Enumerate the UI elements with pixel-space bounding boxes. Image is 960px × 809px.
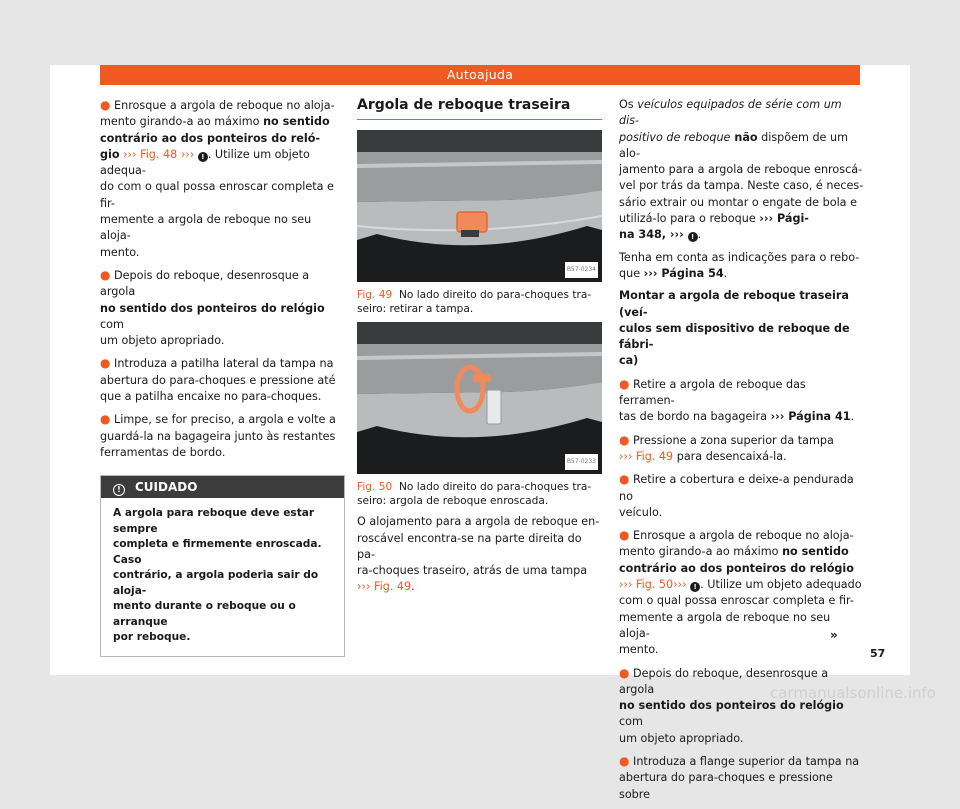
column-left xyxy=(100,97,345,657)
bullet-icon: ● xyxy=(100,412,111,427)
towing-note: Tenha em conta as indicações para o rebo- que ››› Página 54. xyxy=(619,250,860,280)
bullet-icon: ● xyxy=(619,665,630,680)
bullet-icon: ● xyxy=(100,356,111,371)
warning-icon: ! xyxy=(113,484,125,496)
caution-box xyxy=(100,475,345,657)
caution-ref-icon[interactable]: ! xyxy=(198,152,208,162)
step-hang-cover: ● Retire a cobertura e deixe-a pendurada no veículo. xyxy=(619,472,854,519)
figure-50-caption: Fig. 50 No lado direito do para-choques tra- seiro: argola de reboque enroscada. xyxy=(357,481,592,508)
bullet-icon: ● xyxy=(619,472,630,487)
bullet-icon: ● xyxy=(619,432,630,447)
step-store: ● Limpe, se for preciso, a argola e volte a guardá-la na bagageira junto às restantes ferramentas de bordo. xyxy=(100,412,336,459)
column-right xyxy=(619,97,864,809)
fig-49-link[interactable]: Fig. 49 xyxy=(373,580,412,594)
page-41-link[interactable]: ››› Página 41 xyxy=(770,410,851,424)
section-title: Argola de reboque traseira xyxy=(357,97,602,120)
fig-50-link[interactable]: Fig. 50 xyxy=(635,578,674,592)
bumper-cover-illustration xyxy=(357,130,602,282)
step-remove-eye: ● Retire a argola de reboque das ferramen- tas de bordo na bagageira ››› Página 41. xyxy=(619,376,855,424)
step-insert-tab: ● Introduza a patilha lateral da tampa na abertura do para-choques e pressione até que a patilha encaixe no para-choques. xyxy=(100,356,336,404)
step-screw-in-rear: ● Enrosque a argola de reboque no aloja- mento girando-a ao máximo no sentido contrário ao dos ponteiros do relógio ››› Fig. 50››› ! . Utilize um objeto adequado com o qual possa enroscar completa e fir- memente a argola de reboque no seu aloja- mento. xyxy=(619,528,862,657)
continue-arrow-icon: » xyxy=(830,628,838,642)
bullet-icon: ● xyxy=(619,753,630,768)
fig-48-link[interactable]: Fig. 48 xyxy=(140,147,178,161)
caution-text: A argola para reboque deve estar sempre completa e firmemente enroscada. Caso contrário, a argola poderia sair do aloja- mento durante o reboque ou o arranque por reboque. xyxy=(113,507,322,644)
body-paragraph: O alojamento para a argola de reboque en- roscável encontra-se na parte direita do pa- ra-choques traseiro, atrás de uma tampa ››› Fig. 49. xyxy=(357,515,600,594)
column-middle xyxy=(357,97,602,602)
figure-50-code: B57-0233 xyxy=(565,454,598,470)
bullet-icon: ● xyxy=(100,98,111,112)
bullet-icon: ● xyxy=(100,267,111,282)
intro-paragraph: Os veículos equipados de série com um dis- positivo de reboque não dispõem de um alo- jamento para a argola de reboque enroscá- vel por trás da tampa. Neste caso, é neces- sário extrair ou montar o engate de bola e utilizá-lo para o reboque ››› Pági- na 348, ››› ! . xyxy=(619,98,864,242)
page-header: Autoajuda xyxy=(100,65,860,85)
figure-49-image xyxy=(357,130,602,282)
page-348-link[interactable]: ››› Pági- na 348 xyxy=(619,212,809,242)
step-screw-in: ● Enrosque a argola de reboque no aloja- mento girando-a ao máximo no sentido contrário ao dos ponteiros do reló- gio ››› Fig. 48 ››› ! . Utilize um objeto adequa- do com o qual possa enroscar completa e fir- memente a argola de reboque no seu aloja- mento. xyxy=(100,98,335,259)
figure-50-image xyxy=(357,322,602,474)
step-press-cover: ● Pressione a zona superior da tampa ››› Fig. 49 para desencaixá-la. xyxy=(619,432,834,463)
caution-header: ! CUIDADO xyxy=(101,476,344,498)
caution-ref-icon[interactable]: ! xyxy=(688,232,698,242)
subheading: Montar a argola de reboque traseira (veí- culos sem dispositivo de reboque de fábri- ca) xyxy=(619,289,850,368)
bullet-icon: ● xyxy=(619,528,630,543)
watermark: carmanualsonline.info xyxy=(770,684,936,702)
figure-49-code: B57-0234 xyxy=(565,262,598,278)
step-unscrew: ● Depois do reboque, desenrosque a argola no sentido dos ponteiros do relógio com um objeto apropriado. xyxy=(100,267,325,348)
page-54-link[interactable]: ››› Página 54 xyxy=(643,266,724,280)
fig-49-link[interactable]: Fig. 49 xyxy=(635,449,674,463)
figure-49-caption: Fig. 49 No lado direito do para-choques tra- seiro: retirar a tampa. xyxy=(357,289,592,316)
tow-eye-illustration xyxy=(357,322,602,474)
bullet-icon: ● xyxy=(619,376,630,391)
step-unscrew-rear: ● Depois do reboque, desenrosque a argola no sentido dos ponteiros do relógio com um objeto apropriado. xyxy=(619,665,844,745)
step-insert-flange: ● Introduza a flange superior da tampa na abertura do para-choques e pressione sobre xyxy=(619,753,860,801)
page-number: 57 xyxy=(870,647,886,660)
caution-ref-icon[interactable]: ! xyxy=(690,582,700,592)
